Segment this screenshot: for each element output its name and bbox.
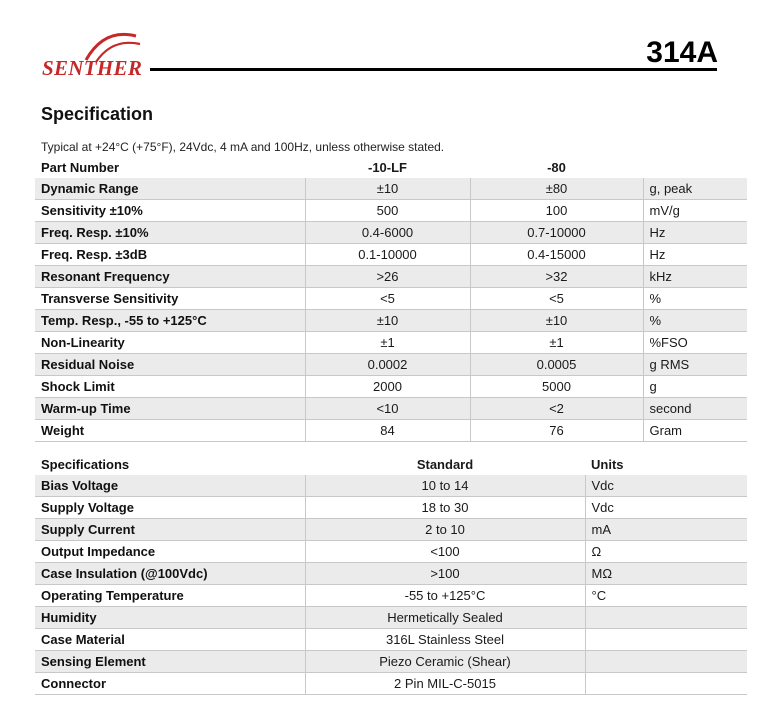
table-row [35, 497, 747, 519]
value-10-lf: <10 [305, 398, 470, 420]
standard-value: 316L Stainless Steel [305, 629, 585, 651]
param-label: Temp. Resp., -55 to +125°C [35, 310, 305, 332]
table-row [35, 475, 747, 497]
standard-value: >100 [305, 563, 585, 585]
value-10-lf: 2000 [305, 376, 470, 398]
model-number: 314A [646, 36, 718, 69]
unit-cell: %FSO [643, 332, 747, 354]
table-row [35, 200, 747, 222]
header-standard: Standard [416, 457, 474, 472]
table-row [35, 673, 747, 695]
unit-cell [585, 651, 747, 673]
value-10-lf: 0.4-6000 [305, 222, 470, 244]
unit-cell: g RMS [643, 354, 747, 376]
param-label: Transverse Sensitivity [35, 288, 305, 310]
value-80: <5 [470, 288, 643, 310]
unit-cell: % [643, 288, 747, 310]
spec-label: Sensing Element [35, 651, 305, 673]
value-80: 100 [470, 200, 643, 222]
spec-label: Operating Temperature [35, 585, 305, 607]
value-80: >32 [470, 266, 643, 288]
table-row [35, 563, 747, 585]
header-part-number: Part Number [41, 160, 120, 175]
param-label: Freq. Resp. ±3dB [35, 244, 305, 266]
unit-cell: Vdc [585, 475, 747, 497]
value-80: ±1 [470, 332, 643, 354]
unit-cell: Gram [643, 420, 747, 442]
param-label: Freq. Resp. ±10% [35, 222, 305, 244]
header-model-80: -80 [547, 160, 566, 175]
unit-cell: mV/g [643, 200, 747, 222]
table-row [35, 332, 747, 354]
param-label: Residual Noise [35, 354, 305, 376]
unit-cell: Ω [585, 541, 747, 563]
value-10-lf: ±10 [305, 310, 470, 332]
spec-label: Humidity [35, 607, 305, 629]
value-10-lf: 84 [305, 420, 470, 442]
value-80: ±10 [470, 310, 643, 332]
table-header-row [35, 158, 747, 178]
spec-label: Case Material [35, 629, 305, 651]
standard-value: 18 to 30 [305, 497, 585, 519]
header-rule [150, 68, 717, 71]
table-row [35, 178, 747, 200]
standard-value: 10 to 14 [305, 475, 585, 497]
value-80: 5000 [470, 376, 643, 398]
unit-cell: °C [585, 585, 747, 607]
unit-cell: MΩ [585, 563, 747, 585]
table-row [35, 607, 747, 629]
table-row [35, 398, 747, 420]
value-10-lf: >26 [305, 266, 470, 288]
spec-label: Bias Voltage [35, 475, 305, 497]
performance-table [35, 158, 747, 442]
value-80: ±80 [470, 178, 643, 200]
table-row [35, 629, 747, 651]
spec-label: Output Impedance [35, 541, 305, 563]
unit-cell [585, 673, 747, 695]
standard-value: Piezo Ceramic (Shear) [305, 651, 585, 673]
spec-label: Case Insulation (@100Vdc) [35, 563, 305, 585]
unit-cell: Hz [643, 244, 747, 266]
table-row [35, 244, 747, 266]
table-row [35, 376, 747, 398]
table-row [35, 266, 747, 288]
table-row [35, 222, 747, 244]
unit-cell: g [643, 376, 747, 398]
unit-cell: kHz [643, 266, 747, 288]
table-row [35, 288, 747, 310]
unit-cell: g, peak [643, 178, 747, 200]
spec-label: Connector [35, 673, 305, 695]
standard-value: 2 Pin MIL-C-5015 [305, 673, 585, 695]
unit-cell: Vdc [585, 497, 747, 519]
value-80: 0.7-10000 [470, 222, 643, 244]
table-row [35, 420, 747, 442]
header-specifications: Specifications [41, 457, 130, 472]
conditions-note: Typical at +24°C (+75°F), 24Vdc, 4 mA and 100Hz, unless otherwise stated. [41, 140, 445, 154]
value-10-lf: ±1 [305, 332, 470, 354]
value-80: 0.0005 [470, 354, 643, 376]
unit-cell [585, 607, 747, 629]
table-row [35, 651, 747, 673]
param-label: Warm-up Time [35, 398, 305, 420]
param-label: Sensitivity ±10% [35, 200, 305, 222]
standard-value: Hermetically Sealed [305, 607, 585, 629]
param-label: Weight [35, 420, 305, 442]
value-10-lf: 0.1-10000 [305, 244, 470, 266]
specifications-table [35, 455, 747, 695]
table-header-row [35, 455, 747, 475]
header-model-10-lf: -10-LF [368, 160, 407, 175]
table-row [35, 519, 747, 541]
value-10-lf: 500 [305, 200, 470, 222]
brand-logo: SENTHER [42, 56, 143, 80]
unit-cell: mA [585, 519, 747, 541]
value-10-lf: <5 [305, 288, 470, 310]
standard-value: 2 to 10 [305, 519, 585, 541]
spec-label: Supply Current [35, 519, 305, 541]
param-label: Shock Limit [35, 376, 305, 398]
standard-value: -55 to +125°C [305, 585, 585, 607]
unit-cell: Hz [643, 222, 747, 244]
table-row [35, 585, 747, 607]
value-10-lf: 0.0002 [305, 354, 470, 376]
standard-value: <100 [305, 541, 585, 563]
unit-cell: second [643, 398, 747, 420]
spec-label: Supply Voltage [35, 497, 305, 519]
unit-cell: % [643, 310, 747, 332]
table-row [35, 541, 747, 563]
table-row [35, 354, 747, 376]
unit-cell [585, 629, 747, 651]
value-10-lf: ±10 [305, 178, 470, 200]
value-80: 76 [470, 420, 643, 442]
table-row [35, 310, 747, 332]
header-units [643, 158, 747, 178]
param-label: Dynamic Range [35, 178, 305, 200]
value-80: 0.4-15000 [470, 244, 643, 266]
param-label: Non-Linearity [35, 332, 305, 354]
header-units: Units [591, 457, 624, 472]
param-label: Resonant Frequency [35, 266, 305, 288]
value-80: <2 [470, 398, 643, 420]
page-title: Specification [41, 104, 154, 124]
